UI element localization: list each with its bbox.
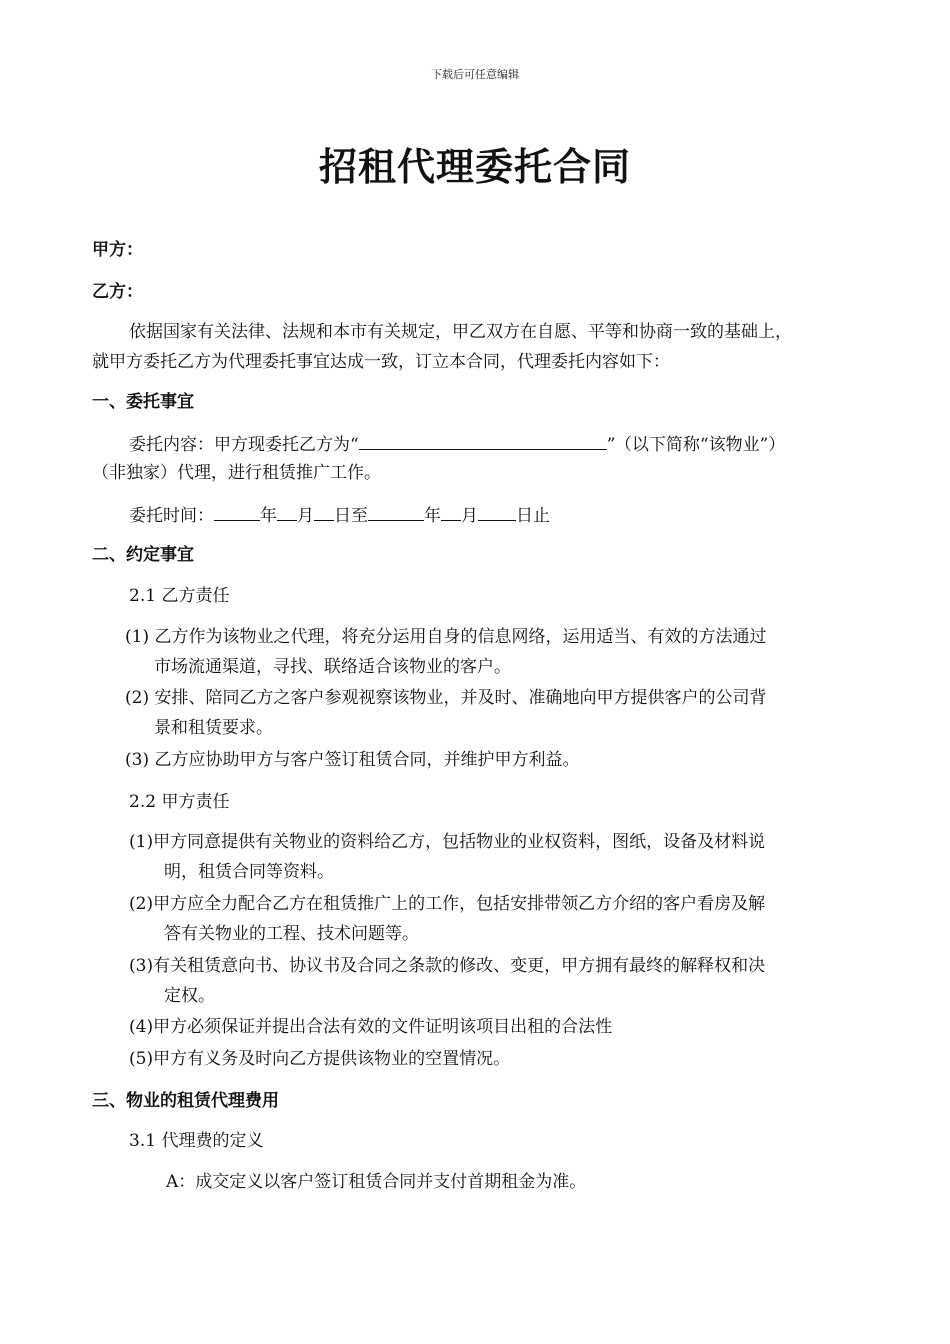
start-year-blank[interactable] [214,502,260,521]
party-a-item-2-line-2: 答有关物业的工程、技术问题等。 [164,924,419,944]
entrust-time-label: 委托时间： [129,506,214,526]
start-day-label: 日至 [334,506,368,526]
party-b-label: 乙方： [92,282,143,302]
property-name-blank[interactable] [359,431,607,450]
party-a-item-1-line-2: 明，租赁合同等资料。 [164,862,334,882]
end-month-label: 月 [461,506,478,526]
intro-line-2: 就甲方委托乙方为代理委托事宜达成一致，订立本合同，代理委托内容如下： [92,352,670,372]
entrust-time-line [129,502,550,528]
section-1-heading: 一、委托事宜 [92,392,194,412]
subsection-2-1: 2.1 乙方责任 [129,586,230,606]
agency-fee-item-a: A：成交定义以客户签订租赁合同并支付首期租金为准。 [166,1172,587,1192]
entrust-content-suffix: （以下简称“该物业”） [623,435,786,455]
start-year-label: 年 [260,506,277,526]
party-b-item-1-line-1: (1) 乙方作为该物业之代理，将充分运用自身的信息网络，运用适当、有效的方法通过 [125,627,767,647]
party-b-item-3-line-1: (3) 乙方应协助甲方与客户签订租赁合同，并维护甲方利益。 [125,750,580,770]
end-year-label: 年 [424,506,441,526]
party-b-item-1-line-2: 市场流通渠道，寻找、联络适合该物业的客户。 [154,657,511,677]
section-2-heading: 二、约定事宜 [92,545,194,565]
party-a-item-3-line-2: 定权。 [164,986,215,1006]
start-month-label: 月 [297,506,314,526]
entrust-content-label: 委托内容：甲方现委托乙方为 [129,435,350,455]
party-a-item-1-line-1: (1)甲方同意提供有关物业的资料给乙方，包括物业的业权资料，图纸，设备及材料说 [129,832,766,852]
party-b-item-2-line-1: (2) 安排、陪同乙方之客户参观视察该物业，并及时、准确地向甲方提供客户的公司背 [125,688,767,708]
end-month-blank[interactable] [441,502,461,521]
start-month-blank[interactable] [277,502,297,521]
quote-open: “ [350,435,359,455]
party-a-item-4-line-1: (4)甲方必须保证并提出合法有效的文件证明该项目出租的合法性 [129,1017,613,1037]
end-day-label: 日止 [516,506,550,526]
party-b-item-2-line-2: 景和租赁要求。 [154,718,273,738]
quote-close: ” [606,435,616,455]
start-day-blank[interactable] [314,502,334,521]
entrust-content-line [129,431,785,457]
subsection-2-2: 2.2 甲方责任 [129,792,230,812]
party-a-item-3-line-1: (3)有关租赁意向书、协议书及合同之条款的修改、变更，甲方拥有最终的解释权和决 [129,956,766,976]
party-a-item-2-line-1: (2)甲方应全力配合乙方在租赁推广上的工作，包括安排带领乙方介绍的客户看房及解 [129,894,766,914]
intro-line-1: 依据国家有关法律、法规和本市有关规定，甲乙双方在自愿、平等和协商一致的基础上， [129,322,792,342]
party-a-label: 甲方： [92,240,143,260]
entrust-content-line-2: （非独家）代理，进行租赁推广工作。 [92,463,381,483]
subsection-3-1: 3.1 代理费的定义 [129,1131,264,1151]
end-year-blank[interactable] [368,502,424,521]
page-header-note: 下载后可任意编辑 [431,68,519,81]
end-day-blank[interactable] [478,502,516,521]
party-a-item-5-line-1: (5)甲方有义务及时向乙方提供该物业的空置情况。 [129,1049,511,1069]
page-title: 招租代理委托合同 [318,145,631,189]
section-3-heading: 三、物业的租赁代理费用 [92,1091,279,1111]
